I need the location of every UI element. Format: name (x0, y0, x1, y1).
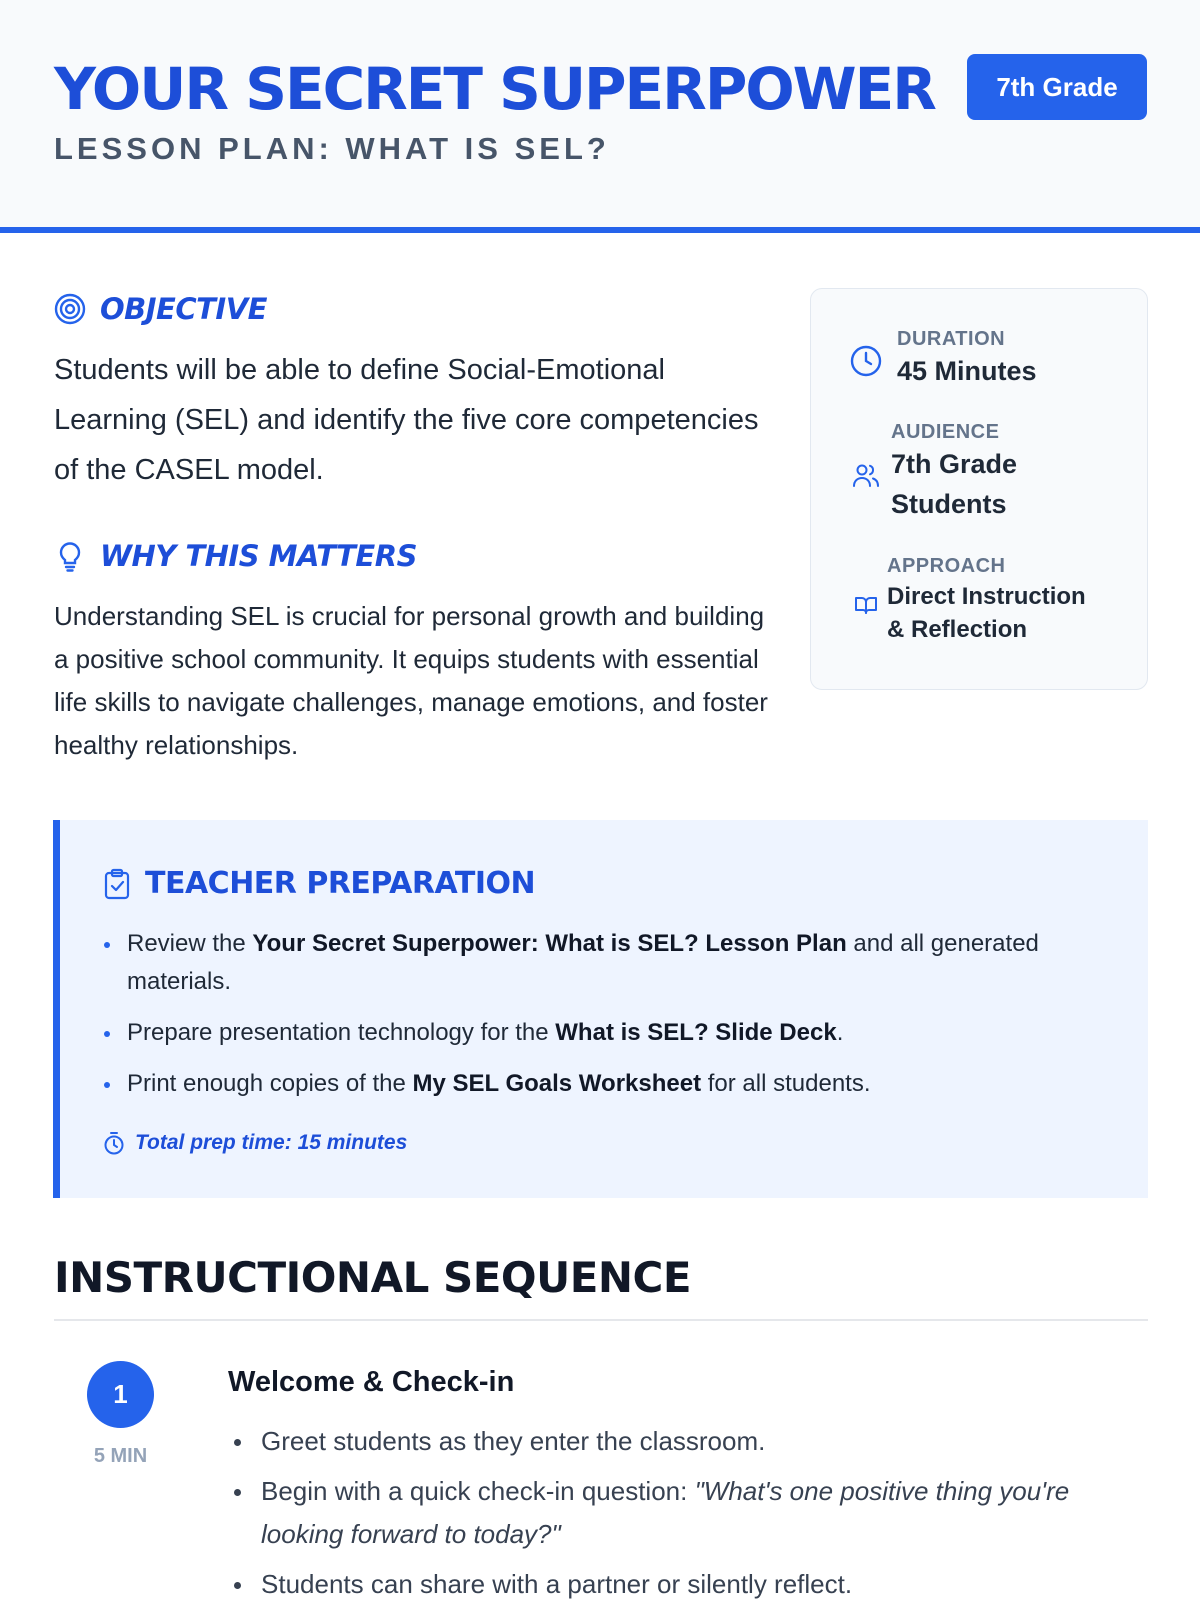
target-icon (53, 292, 87, 326)
info-duration (849, 328, 1037, 391)
lightbulb-icon (53, 539, 87, 573)
objective-text: Students will be able to define Social-Emotional Learning (SEL) and identify the five core competencies of the CASEL model. (54, 354, 759, 486)
step-duration: 5 MIN (93, 1445, 148, 1467)
list-item: Greet students as they enter the classroom. (228, 1420, 1108, 1463)
info-approach (849, 555, 1107, 646)
book-icon (849, 593, 883, 617)
list-item: Print enough copies of the My SEL Goals Worksheet for all students. (103, 1065, 1083, 1103)
clock-icon (849, 344, 883, 378)
audience-value: 7th Grade Students (891, 449, 1018, 519)
step-bullet-list (228, 1420, 1108, 1600)
objective-heading-text: OBJECTIVE (100, 292, 267, 326)
why-heading (53, 539, 417, 573)
teacher-preparation-heading-text: TEACHER PREPARATION (145, 866, 536, 901)
why-heading-text: WHY THIS MATTERS (100, 539, 417, 573)
instructional-sequence-heading: INSTRUCTIONAL SEQUENCE (54, 1253, 692, 1302)
total-prep-time-text: Total prep time: 15 minutes (135, 1131, 408, 1154)
stopwatch-icon (103, 1131, 125, 1155)
info-audience (849, 421, 1061, 524)
step-title: Welcome & Check-in (228, 1366, 515, 1398)
step-number-badge: 1 (87, 1361, 154, 1428)
objective-heading (53, 292, 267, 326)
list-item: Review the Your Secret Superpower: What is SEL? Lesson Plan and all generated materials. (103, 925, 1083, 1001)
grade-badge: 7th Grade (967, 54, 1147, 120)
duration-label: DURATION (897, 328, 1006, 350)
duration-value: 45 Minutes (897, 356, 1037, 386)
section-divider (54, 1319, 1148, 1321)
teacher-preparation-list (103, 925, 1083, 1116)
why-text: Understanding SEL is crucial for personal growth and building a positive school community. It equips students with essential life skills to navigate challenges, manage emotions, and foster healthy relationships. (54, 601, 768, 760)
list-item: Begin with a quick check-in question: "What's one positive thing you're looking forward to today?" (228, 1470, 1108, 1556)
header-divider (0, 227, 1200, 233)
list-item: Prepare presentation technology for the What is SEL? Slide Deck. (103, 1014, 1083, 1052)
page-subtitle: LESSON PLAN: WHAT IS SEL? (54, 131, 610, 166)
approach-label: APPROACH (887, 555, 1006, 577)
total-prep-time (103, 1131, 407, 1155)
clipboard-check-icon (103, 868, 131, 900)
users-icon (849, 461, 883, 489)
teacher-preparation-heading (103, 866, 535, 901)
page-title: YOUR SECRET SUPERPOWER (54, 55, 935, 123)
approach-value: Direct Instruction & Reflection (887, 583, 1086, 643)
audience-label: AUDIENCE (891, 421, 1000, 443)
list-item: Students can share with a partner or silently reflect. (228, 1563, 1108, 1600)
